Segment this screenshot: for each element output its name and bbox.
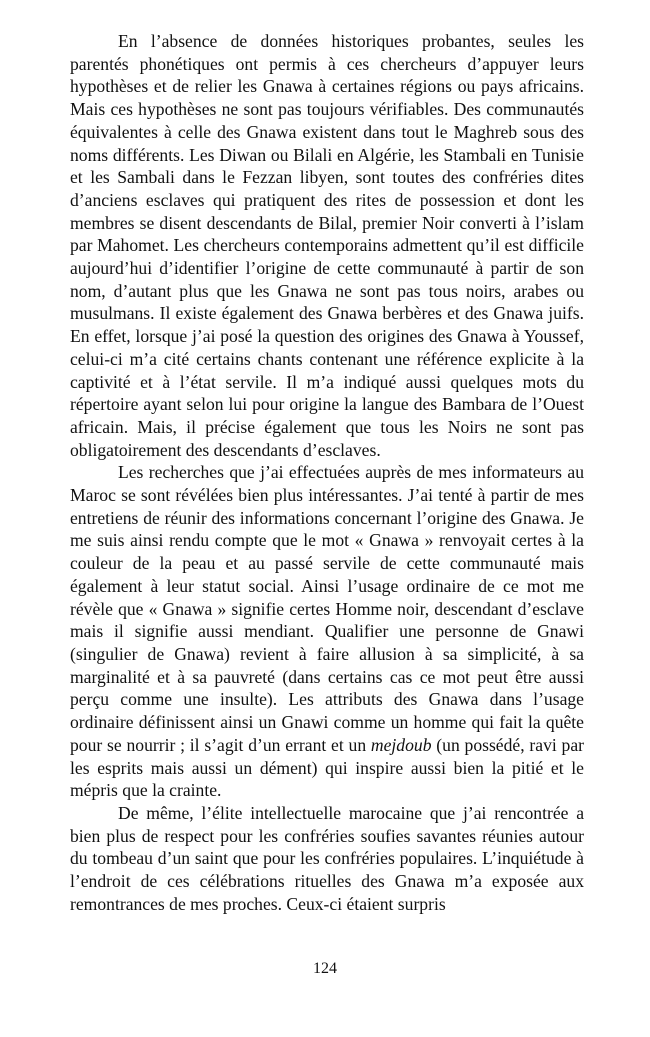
paragraph-2-italic-term: mejdoub	[370, 734, 432, 755]
paragraph-2	[70, 461, 584, 802]
paragraph-1: En l’absence de données historiques probantes, seules les parentés phonétiques ont permis à ces chercheurs d’appuyer leurs hypothèses et de relier les Gnawa à certaines régions ou pays africains. Mais ces hypothèses ne sont pas toujours vérifiables. Des communautés équivalentes à celle des Gnawa existent dans tout le Maghreb sous des noms différents. Les Diwan ou Bilali en Algérie, les Stambali en Tunisie et les Sambali dans le Fezzan libyen, sont toutes des confréries dites d’anciens esclaves qui pratiquent des rites de possession et dont les membres se disent descendants de Bilal, premier Noir converti à l’islam par Mahomet. Les chercheurs contemporains admettent qu’il est difficile aujourd’hui d’identifier l’origine de cette communauté à partir de son nom, d’autant plus que les Gnawa ne sont pas tous noirs, arabes ou musulmans. Il existe également des Gnawa berbères et des Gnawa juifs. En effet, lorsque j’ai posé la question des origines des Gnawa à Youssef, celui-ci m’a cité certains chants contenant une référence explicite à la captivité et à l’état servile. Il m’a indiqué aussi quelques mots du répertoire ayant selon lui pour origine la langue des Bambara de l’Ouest africain. Mais, il précise également que tous les Noirs ne sont pas obligatoirement des descendants d’esclaves.	[70, 31, 584, 460]
paragraph-2-text-before: Les recherches que j’ai effectuées auprès de mes informateurs au Maroc se sont révélées bien plus intéressantes. J’ai tenté à partir de mes entretiens de réunir des informations concernant l’origine des Gnawa. Je me suis ainsi rendu compte que le mot « Gnawa » renvoyait certes à la couleur de la peau et au passé servile de cette communauté mais également à leur statut social. Ainsi l’usage ordinaire de ce mot me révèle que « Gnawa » signifie certes Homme noir, descendant d’esclave mais il signifie aussi mendiant. Qualifier une personne de Gnawi (singulier de Gnawa) revient à faire allusion à sa simplicité, à sa marginalité et à sa pauvreté (dans certains cas ce mot peut être aussi perçu comme une insulte). Les attributs des Gnawa dans l’usage ordinaire définissent ainsi un Gnawi comme un homme qui fait la quête pour se nourrir ; il s’agit d’un errant et un	[70, 462, 584, 755]
body-text	[70, 30, 584, 915]
page-number: 124	[313, 960, 337, 977]
paragraph-2-text-after: (un possédé, ravi par les esprits mais aussi un dément) qui inspire aussi bien la pitié et le mépris que la crainte.	[70, 734, 585, 801]
paragraph-3: De même, l’élite intellectuelle marocaine que j’ai rencontrée a bien plus de respect pour les confréries soufies savantes réunies autour du tombeau d’un saint que pour les confréries populaires. L’inquiétude à l’endroit de ces célébrations rituelles des Gnawa m’a exposée aux remontrances de mes proches. Ceux-ci étaient surpris	[70, 802, 584, 914]
